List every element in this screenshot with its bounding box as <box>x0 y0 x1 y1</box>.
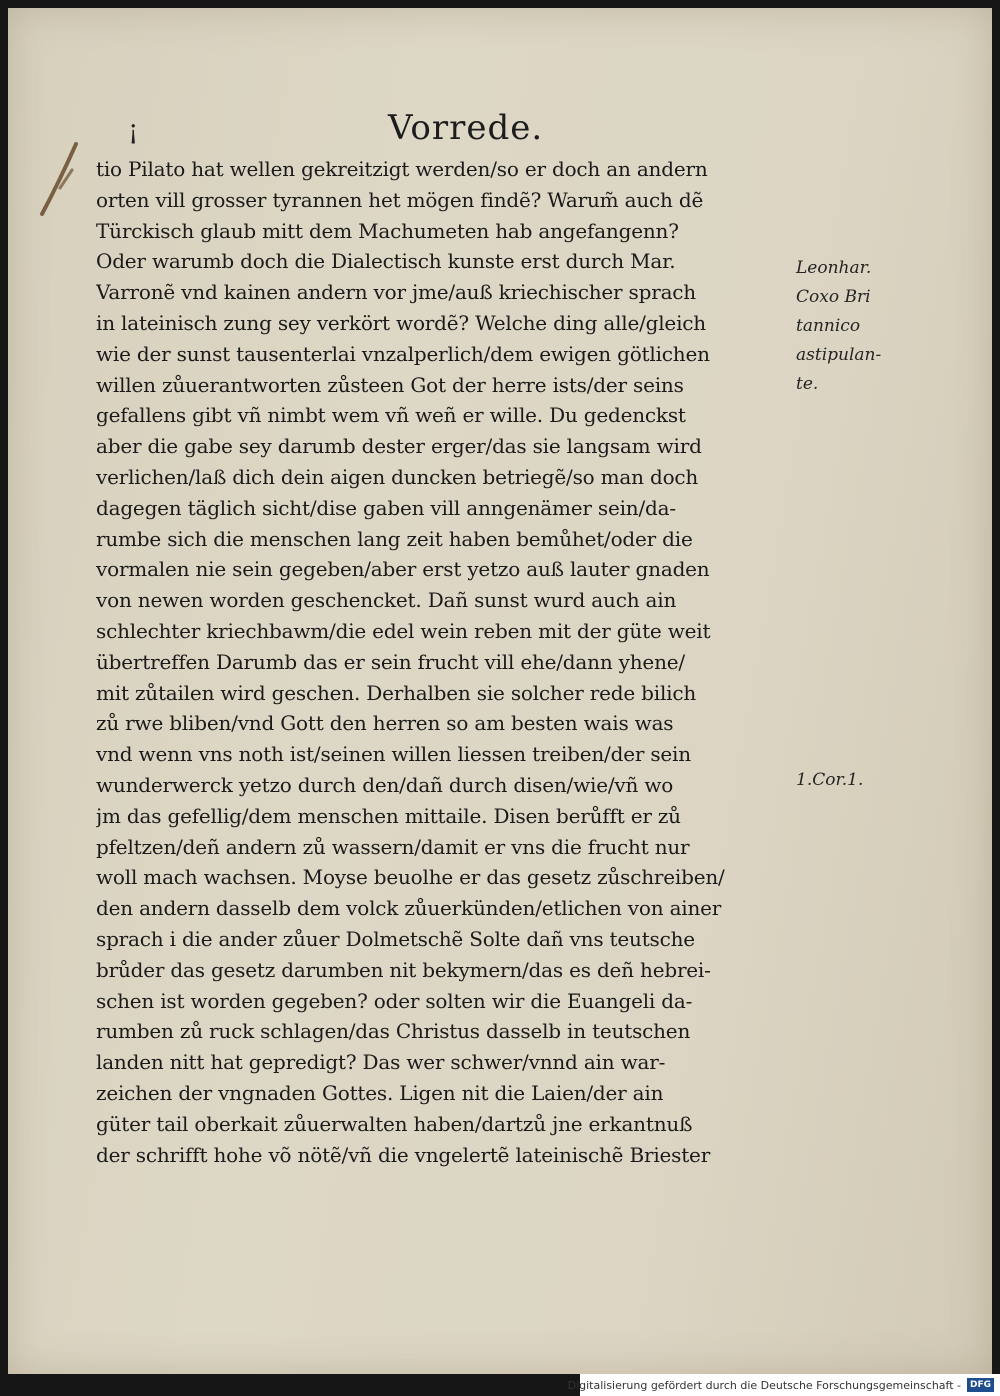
text-line: sprach i die ander zůuer Dolmetschẽ Solte dañ vns teutsche <box>96 926 695 951</box>
margin-note-line: Coxo Bri <box>796 287 871 307</box>
margin-note-line: astipulan- <box>796 345 882 365</box>
text-line: willen zůuerantworten zůsteen Got der herre ists/der seins <box>96 372 684 397</box>
text-line: übertreffen Darumb das er sein frucht vill ehe/dann yhene/ <box>96 649 685 674</box>
margin-note-line: Leonhar. <box>796 258 872 278</box>
text-line: wunderwerck yetzo durch den/dañ durch disen/wie/vñ wo <box>96 772 674 797</box>
body-text <box>96 154 786 1170</box>
text-line: rumbe sich die menschen lang zeit haben bemůhet/oder die <box>96 526 693 551</box>
running-head: Vorrede. <box>388 108 544 148</box>
ink-mark <box>28 140 88 220</box>
text-line: mit zůtailen wird geschen. Derhalben sie solcher rede bilich <box>96 680 697 705</box>
text-line: vnd wenn vns noth ist/seinen willen liessen treiben/der sein <box>96 742 691 767</box>
footer-bar <box>567 1374 1000 1396</box>
text-line: landen nitt hat gepredigt? Das wer schwer/vnnd ain war- <box>96 1050 666 1075</box>
margin-note-line: te. <box>796 374 819 394</box>
text-line: verlichen/laß dich dein aigen duncken betriegẽ/so man doch <box>96 464 699 489</box>
text-line: rumben zů ruck schlagen/das Christus dasselb in teutschen <box>96 1019 691 1044</box>
text-line: wie der sunst tausenterlai vnzalperlich/dem ewigen götlichen <box>96 341 710 366</box>
text-line: dagegen täglich sicht/dise gaben vill anngenämer sein/da- <box>96 495 676 520</box>
text-line: tio Pilato hat wellen gekreitzigt werden/so er doch an andern <box>96 157 708 181</box>
text-line: jm das gefellig/dem menschen mittaile. Disen berůfft er zů <box>96 803 681 828</box>
text-line: Varronẽ vnd kainen andern vor jme/auß kriechischer sprach <box>96 280 696 305</box>
text-line: zů rwe bliben/vnd Gott den herren so am besten wais was <box>96 711 674 736</box>
text-line: brůder das gesetz darumben nit bekymern/das es deñ hebrei- <box>96 957 711 982</box>
margin-note-line: tannico <box>796 316 861 336</box>
text-line: vormalen nie sein gegeben/aber erst yetzo auß lauter gnaden <box>96 557 710 582</box>
text-line: pfeltzen/deñ andern zů wassern/damit er vns die frucht nur <box>96 834 690 859</box>
text-line: orten vill grosser tyrannen het mögen findẽ? Warum̃ auch dẽ <box>96 187 704 212</box>
text-line: Türckisch glaub mitt dem Machumeten hab angefangenn? <box>96 218 679 243</box>
text-line: güter tail oberkait zůuerwalten haben/dartzů jne erkantnuß <box>96 1111 693 1136</box>
text-line: aber die gabe sey darumb dester erger/das sie langsam wird <box>96 434 702 459</box>
margin-note-cor <box>796 766 886 795</box>
text-line: von newen worden geschencket. Dañ sunst wurd auch ain <box>96 588 677 613</box>
text-line: Oder warumb doch die Dialectisch kunste erst durch Mar. <box>96 249 676 274</box>
text-line: gefallens gibt vñ nimbt wem vñ weñ er wille. Du gedenckst <box>96 403 686 428</box>
book-page <box>8 8 992 1374</box>
text-line: schen ist worden gegeben? oder solten wir die Euangeli da- <box>96 988 693 1013</box>
text-line: zeichen der vngnaden Gottes. Ligen nit die Laien/der ain <box>96 1080 664 1105</box>
text-line: den andern dasselb dem volck zůuerkünden/etlichen von ainer <box>96 896 722 921</box>
margin-note-leonhar <box>796 254 896 399</box>
text-line: woll mach wachsen. Moyse beuolhe er das gesetz zůschreiben/ <box>96 865 725 890</box>
text-line: der schrifft hohe võ nötẽ/vñ die vngelertẽ lateinischẽ Briester <box>96 1142 711 1167</box>
margin-note-line: 1.Cor.1. <box>796 770 864 790</box>
text-line: schlechter kriechbawm/die edel wein reben mit der güte weit <box>96 618 711 643</box>
text-line: in lateinisch zung sey verkört wordẽ? Welche ding alle/gleich <box>96 310 706 335</box>
footer-credit: Digitalisierung gefördert durch die Deutsche Forschungsgemeinschaft - <box>567 1378 961 1392</box>
page-number: ¡ <box>128 116 139 146</box>
dfg-logo: DFG <box>967 1378 994 1392</box>
